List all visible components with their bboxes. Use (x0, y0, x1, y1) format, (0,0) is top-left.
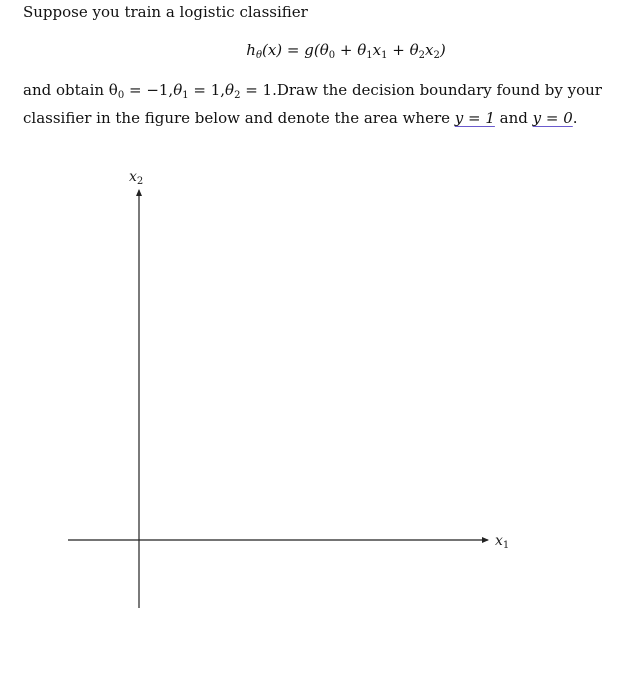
instruction-text: Draw the decision boundary found by your (276, 81, 602, 99)
eq-t1-sub: 1 (366, 50, 373, 61)
eq-h-sub: θ (255, 50, 262, 61)
theta2-text: $\theta_2 = 1$. (225, 81, 277, 101)
intro-text: Suppose you train a logistic classifier (23, 3, 308, 21)
y-equals-1: y = 1 (454, 109, 495, 127)
eq-x2: x (425, 41, 434, 59)
x1-axis-label: $x_1$ (495, 533, 510, 551)
y-equals-0: y = 0 (532, 109, 573, 127)
theta1-text: $\theta_1 = 1$, (173, 81, 226, 101)
eq-x1: x (372, 41, 382, 59)
eq-close: ) (439, 41, 446, 59)
eq-plus2: + θ (387, 41, 419, 59)
eq-t0-sub: 0 (328, 50, 336, 61)
x2-axis-label: $x_2$ (129, 169, 144, 187)
eq-x2-sub: 2 (433, 50, 440, 61)
eq-t2-sub: 2 (418, 50, 425, 61)
eq-plus1: + θ (335, 41, 367, 59)
eq-x1-sub: 1 (381, 50, 388, 61)
eq-h: h (246, 41, 256, 59)
eq-arg: (x) = g(θ (261, 41, 329, 59)
paragraph-line-2: classifier in the figure below and denote the area where y = 1 and y = 0. (23, 109, 578, 127)
theta0-text: and obtain $\theta_0 = -1$, (23, 81, 174, 101)
